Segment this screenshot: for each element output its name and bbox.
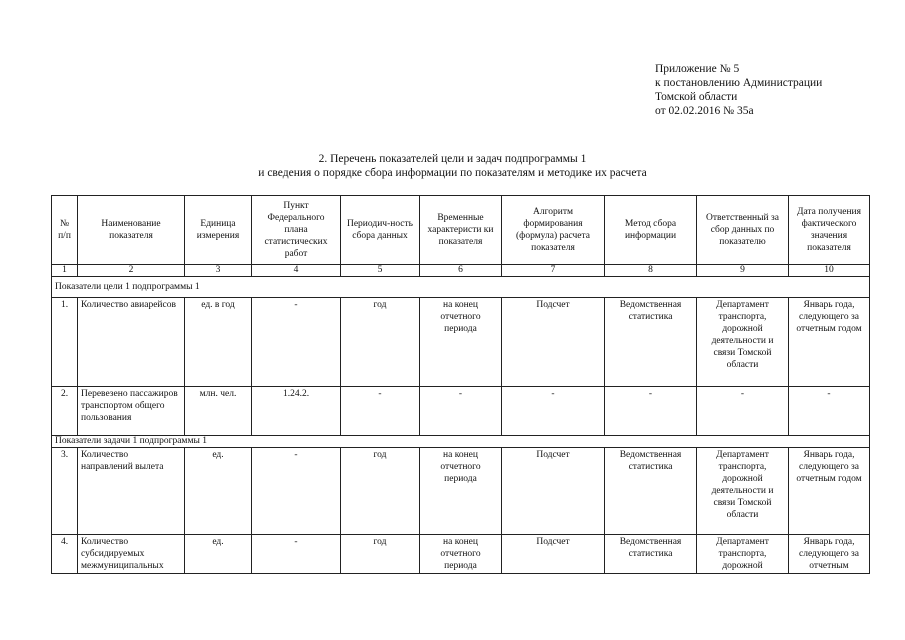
unit: ед. в год: [185, 298, 252, 387]
time-characteristic: на конец отчетного периода: [420, 298, 502, 387]
column-number: 2: [78, 265, 185, 277]
row-number: 4.: [52, 535, 78, 574]
header-row: [52, 196, 870, 265]
title-line: и сведения о порядке сбора информации по показателям и методике их расчета: [258, 167, 647, 179]
column-number: 6: [420, 265, 502, 277]
header-cell: Алгоритм формирования (формула) расчета показателя: [502, 196, 605, 265]
header-cell: Наименование показателя: [78, 196, 185, 265]
calculation-algorithm: Подсчет: [502, 535, 605, 574]
header-cell: Метод сбора информации: [605, 196, 697, 265]
responsible-party: Департамент транспорта, дорожной: [697, 535, 789, 574]
collection-periodicity: год: [341, 535, 420, 574]
column-number: 7: [502, 265, 605, 277]
unit: млн. чел.: [185, 387, 252, 436]
table-row: [52, 387, 870, 436]
header-cell: Ответственный за сбор данных по показателю: [697, 196, 789, 265]
header-cell: Единица измерения: [185, 196, 252, 265]
time-characteristic: на конец отчетного периода: [420, 448, 502, 535]
collection-method: Ведомственная статистика: [605, 448, 697, 535]
appendix-line: Томской области: [655, 91, 738, 103]
actual-value-date: Январь года, следующего за отчетным годом: [789, 298, 870, 387]
column-number-row: [52, 265, 870, 277]
collection-method: Ведомственная статистика: [605, 535, 697, 574]
collection-method: -: [605, 387, 697, 436]
responsible-party: Департамент транспорта, дорожной деятельности и связи Томской области: [697, 448, 789, 535]
federal-plan-item: -: [252, 535, 341, 574]
section-row: [52, 277, 870, 298]
collection-method: Ведомственная статистика: [605, 298, 697, 387]
calculation-algorithm: Подсчет: [502, 298, 605, 387]
row-number: 3.: [52, 448, 78, 535]
column-number: 9: [697, 265, 789, 277]
title-line: 2. Перечень показателей цели и задач подпрограммы 1: [318, 153, 587, 165]
indicator-name: Количество авиарейсов: [78, 298, 185, 387]
header-cell: Периодич-ность сбора данных: [341, 196, 420, 265]
header-cell: Пункт Федерального плана статистических работ: [252, 196, 341, 265]
header-cell: № п/п: [52, 196, 78, 265]
unit: ед.: [185, 448, 252, 535]
column-number: 3: [185, 265, 252, 277]
actual-value-date: Январь года, следующего за отчетным: [789, 535, 870, 574]
indicator-name: Количество направлений вылета: [78, 448, 185, 535]
header-cell: Дата получения фактического значения показателя: [789, 196, 870, 265]
federal-plan-item: 1.24.2.: [252, 387, 341, 436]
collection-periodicity: год: [341, 448, 420, 535]
unit: ед.: [185, 535, 252, 574]
calculation-algorithm: -: [502, 387, 605, 436]
appendix-line: Приложение № 5: [655, 63, 740, 75]
table-row: [52, 448, 870, 535]
appendix-line: к постановлению Администрации: [655, 77, 823, 89]
federal-plan-item: -: [252, 298, 341, 387]
table-row: [52, 298, 870, 387]
header-cell: Временные характеристи ки показателя: [420, 196, 502, 265]
table-row: [52, 535, 870, 574]
time-characteristic: на конец отчетного периода: [420, 535, 502, 574]
time-characteristic: -: [420, 387, 502, 436]
column-number: 5: [341, 265, 420, 277]
column-number: 1: [52, 265, 78, 277]
actual-value-date: -: [789, 387, 870, 436]
appendix-line: от 02.02.2016 № 35а: [655, 105, 754, 117]
row-number: 1.: [52, 298, 78, 387]
actual-value-date: Январь года, следующего за отчетным годом: [789, 448, 870, 535]
column-number: 10: [789, 265, 870, 277]
indicators-table: [51, 195, 870, 574]
appendix-block: [655, 62, 822, 118]
responsible-party: Департамент транспорта, дорожной деятельности и связи Томской области: [697, 298, 789, 387]
section-row: [52, 436, 870, 448]
column-number: 4: [252, 265, 341, 277]
calculation-algorithm: Подсчет: [502, 448, 605, 535]
section-title: Показатели цели 1 подпрограммы 1: [52, 277, 870, 298]
indicator-name: Перевезено пассажиров транспортом общего пользования: [78, 387, 185, 436]
federal-plan-item: -: [252, 448, 341, 535]
indicator-name: Количество субсидируемых межмуниципальных: [78, 535, 185, 574]
collection-periodicity: -: [341, 387, 420, 436]
collection-periodicity: год: [341, 298, 420, 387]
column-number: 8: [605, 265, 697, 277]
section-title: Показатели задачи 1 подпрограммы 1: [52, 436, 870, 448]
document-title: [0, 152, 905, 180]
row-number: 2.: [52, 387, 78, 436]
responsible-party: -: [697, 387, 789, 436]
